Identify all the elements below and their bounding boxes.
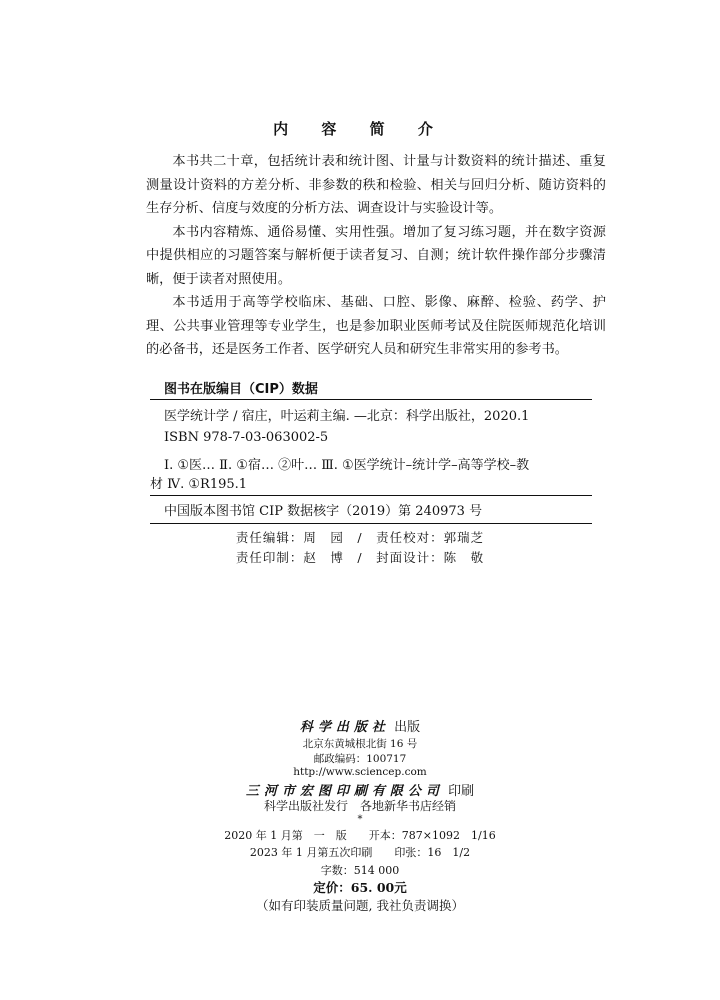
printing-line: 2023 年 1 月第五次印刷 印张：16 1/2	[249, 846, 471, 859]
publisher-zip: 邮政编码：100717	[313, 753, 407, 765]
publisher-url: http://www.sciencep.com	[293, 766, 427, 778]
intro-paragraph: 本书共二十章，包括统计表和统计图、计量与计数资料的统计描述、重复测量设计资料的方差分析、非参数的秩和检验、相关与回归分析、随访资料的生存分析、信度与效度的分析方法、调查设计与实验设计等。	[146, 154, 606, 216]
cip-classification: Ⅰ. ①医… Ⅱ. ①宿… ②叶… Ⅲ. ①医学统计–统计学–高等学校–教	[164, 458, 530, 473]
quality-note: （如有印装质量问题, 我社负责调换）	[256, 898, 464, 913]
staff-editors: 责任编辑：周 园 / 责任校对：郭瑞芝	[235, 530, 485, 545]
publisher-address: 北京东黄城根北街 16 号	[302, 738, 418, 750]
separator-star: *	[357, 814, 363, 825]
cip-isbn: ISBN 978-7-03-063002-5	[164, 430, 329, 445]
price: 定价：65. 00元	[313, 880, 407, 895]
printer-logo-text: 三河市宏图印刷有限公司	[245, 784, 444, 799]
publisher-line	[0, 716, 720, 735]
publisher-logo-text: 科学出版社	[299, 720, 390, 735]
divider	[150, 495, 592, 496]
publisher-suffix: 出版	[389, 720, 421, 735]
cip-heading: 图书在版编目（CIP）数据	[164, 382, 318, 397]
edition-line: 2020 年 1 月第 一 版 开本：787×1092 1/16	[224, 829, 496, 842]
intro-paragraph: 本书内容精炼、通俗易懂、实用性强。增加了复习练习题，并在数字资源中提供相应的习题答案与解析便于读者复习、自测；统计软件操作部分步骤清晰，便于读者对照使用。	[146, 224, 606, 287]
divider	[150, 523, 592, 524]
word-count: 字数：514 000	[320, 864, 400, 877]
cip-number: 中国版本图书馆 CIP 数据核字（2019）第 240973 号	[164, 504, 483, 519]
divider	[150, 399, 592, 400]
cip-catalog-line: 医学统计学 / 宿庄，叶运莉主编. —北京：科学出版社，2020.1	[164, 409, 530, 424]
cip-classification-cont: 材 Ⅳ. ①R195.1	[150, 477, 248, 492]
page-title: 内 容 简 介	[273, 120, 447, 138]
intro-paragraph: 本书适用于高等学校临床、基础、口腔、影像、麻醉、检验、药学、护理、公共事业管理等专业学生，也是参加职业医师考试及住院医师规范化培训的必备书，还是医务工作者、医学研究人员和研究生非常实用的参考书。	[146, 295, 606, 357]
intro-section	[146, 150, 606, 362]
printer-suffix: 印刷	[443, 784, 475, 799]
staff-printing-design: 责任印制：赵 博 / 封面设计：陈 敬	[235, 550, 485, 565]
distribution-line: 科学出版社发行 各地新华书店经销	[263, 799, 456, 813]
